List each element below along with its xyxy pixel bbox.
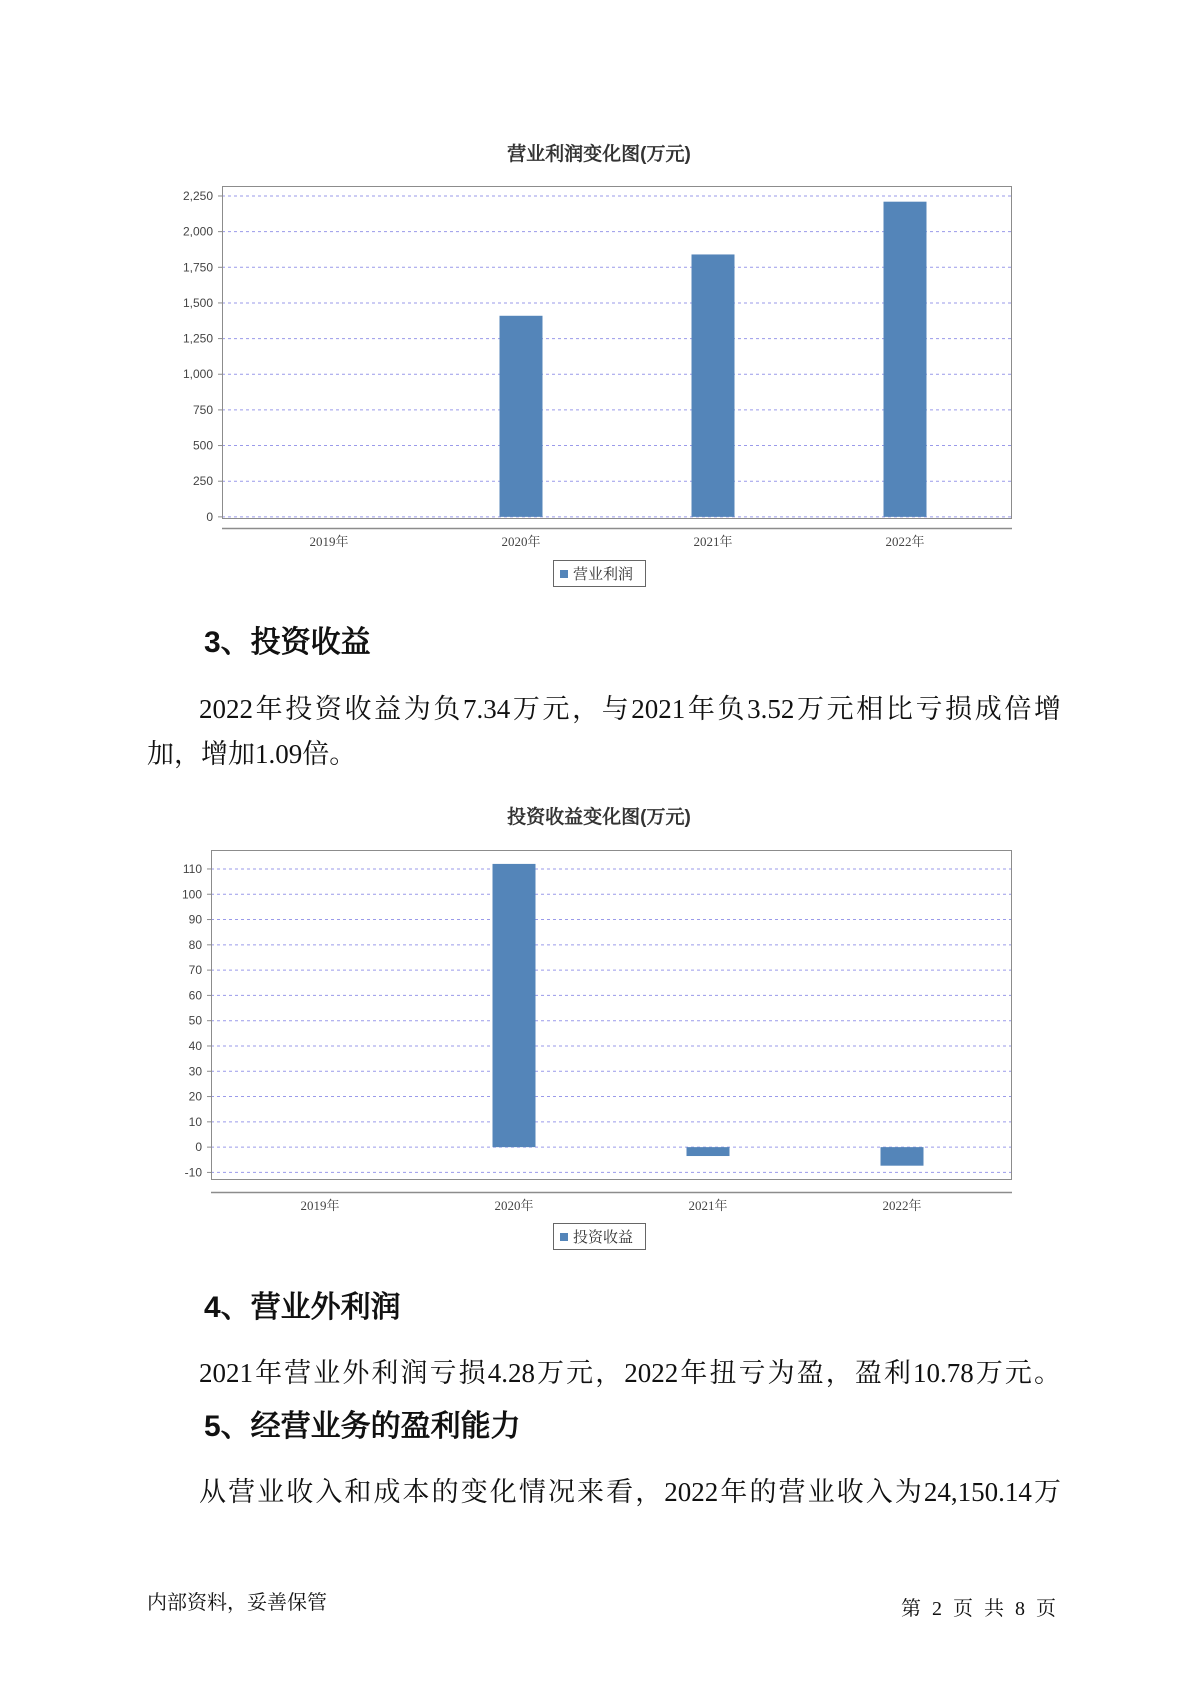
y-tick-label: 0 <box>206 509 213 524</box>
y-tick-label: 750 <box>192 402 213 417</box>
plot-background <box>211 850 1012 1180</box>
y-tick-label: 1,500 <box>182 295 213 310</box>
x-category-label: 2019年 <box>309 534 349 549</box>
x-category-label: 2021年 <box>693 534 733 549</box>
bar <box>692 254 735 516</box>
y-tick-label: 0 <box>195 1140 202 1155</box>
x-category-label: 2020年 <box>494 1198 534 1213</box>
legend-label: 投资收益 <box>573 1230 634 1246</box>
x-category-label: 2022年 <box>885 534 925 549</box>
bar <box>881 1147 924 1166</box>
investment-income-chart-title: 投资收益变化图(万元) <box>507 807 691 828</box>
x-category-label: 2020年 <box>501 534 541 549</box>
paragraph-line: 2022年投资收益为负7.34万元，与2021年负3.52万元相比亏损成倍增 <box>199 694 1061 724</box>
operating-profit-chart-title: 营业利润变化图(万元) <box>507 144 691 165</box>
y-tick-label: 90 <box>188 912 202 927</box>
y-tick-label: 20 <box>188 1089 202 1104</box>
bar <box>884 202 927 517</box>
bar <box>493 864 536 1147</box>
investment-income-chart <box>182 850 1012 1213</box>
y-tick-label: 50 <box>188 1013 202 1028</box>
y-tick-label: 40 <box>188 1038 202 1053</box>
y-tick-label: 250 <box>192 474 213 489</box>
y-tick-label: 2,000 <box>182 224 213 239</box>
y-tick-label: 500 <box>192 438 213 453</box>
y-tick-label: 80 <box>188 937 202 952</box>
y-tick-label: 10 <box>188 1114 202 1129</box>
investment-income-legend <box>553 1223 646 1250</box>
legend-label: 营业利润 <box>573 567 634 583</box>
y-tick-label: 60 <box>188 988 202 1003</box>
section-heading-non-operating-profit: 4、营业外利润 <box>204 1291 401 1324</box>
y-tick-label: 30 <box>188 1064 202 1079</box>
footer-page-number: 第 2 页 共 8 页 <box>901 1598 1056 1620</box>
x-category-label: 2019年 <box>300 1198 340 1213</box>
y-tick-label: 1,000 <box>182 367 213 382</box>
section-heading-investment-income: 3、投资收益 <box>204 626 371 659</box>
section-heading-profitability: 5、经营业务的盈利能力 <box>204 1410 521 1443</box>
y-tick-label: 2,250 <box>182 188 213 203</box>
y-tick-label: 1,750 <box>182 260 213 275</box>
footer-confidential-note: 内部资料，妥善保管 <box>147 1592 327 1614</box>
y-tick-label: -10 <box>184 1165 202 1180</box>
bar <box>500 316 543 517</box>
x-category-label: 2021年 <box>688 1198 728 1213</box>
bar <box>687 1147 730 1156</box>
y-tick-label: 70 <box>188 963 202 978</box>
paragraph-line: 2021年营业外利润亏损4.28万元，2022年扭亏为盈，盈利10.78万元。 <box>199 1358 1061 1388</box>
y-tick-label: 100 <box>181 887 202 902</box>
y-tick-label: 110 <box>182 861 202 876</box>
operating-profit-legend <box>553 560 646 587</box>
x-category-label: 2022年 <box>882 1198 922 1213</box>
y-tick-label: 1,250 <box>182 331 213 346</box>
paragraph-line: 从营业收入和成本的变化情况来看，2022年的营业收入为24,150.14万 <box>199 1477 1061 1507</box>
legend-swatch <box>560 570 568 578</box>
operating-profit-chart <box>183 186 1012 549</box>
paragraph-line: 加，增加1.09倍。 <box>147 739 357 769</box>
legend-swatch <box>560 1233 568 1241</box>
